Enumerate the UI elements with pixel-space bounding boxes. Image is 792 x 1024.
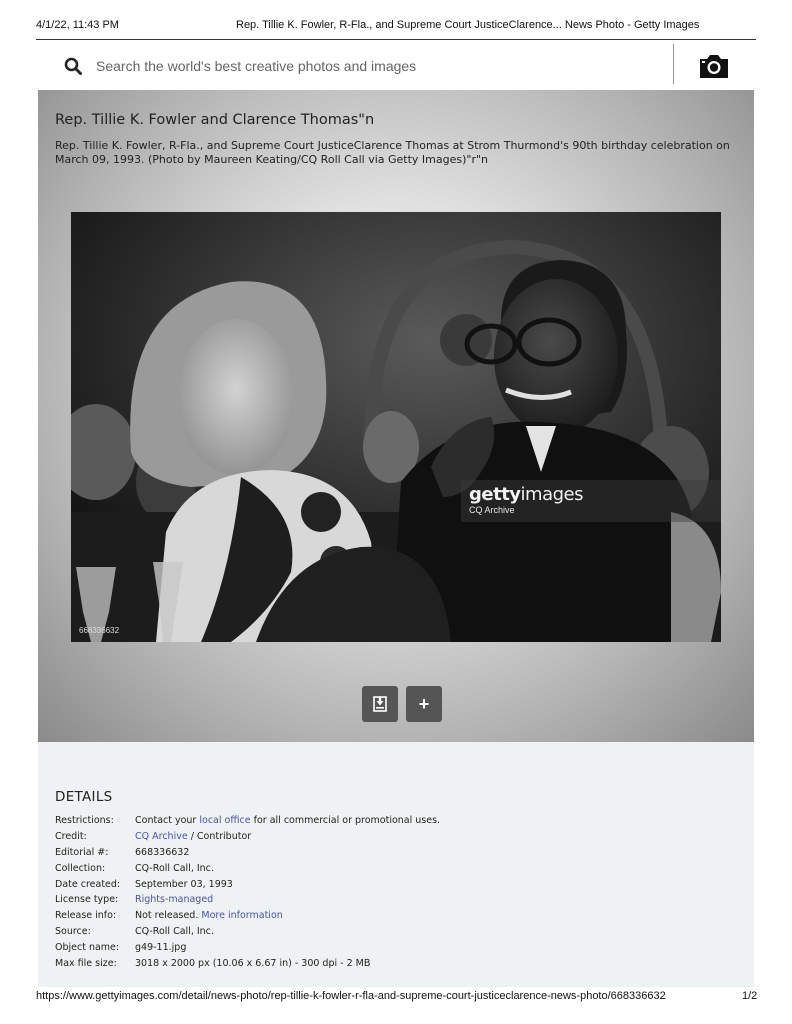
news-photo[interactable] (71, 212, 721, 642)
detail-label: Editorial #: (55, 846, 109, 858)
getty-logo: gettyimages (469, 484, 583, 505)
watermark-collection: CQ Archive (469, 505, 515, 515)
details-heading: DETAILS (55, 789, 113, 805)
print-header (0, 0, 792, 40)
print-page-number: 1/2 (742, 990, 758, 1002)
detail-value: Not released. More information (135, 910, 283, 922)
photo-title: Rep. Tillie K. Fowler and Clarence Thomas"n (55, 112, 375, 128)
print-header-rule (36, 39, 756, 40)
detail-label: Date created: (55, 878, 121, 890)
details-section (38, 742, 754, 987)
download-button[interactable] (362, 686, 398, 722)
rights-managed-link[interactable]: Rights-managed (135, 894, 214, 906)
detail-value: September 03, 1993 (135, 878, 233, 890)
local-office-link[interactable]: local office (199, 815, 251, 826)
detail-value: 668336632 (135, 846, 190, 858)
cq-archive-link[interactable]: CQ Archive (135, 830, 188, 842)
print-url: https://www.gettyimages.com/detail/news-photo/rep-tillie-k-fowler-r-fla-and-supreme-court-justiceclarence-news-photo/668336632 (36, 990, 666, 1002)
detail-label: License type: (55, 894, 119, 906)
detail-label: Source: (55, 926, 91, 938)
detail-label: Release info: (55, 910, 117, 922)
detail-label: Restrictions: (55, 815, 114, 826)
detail-label: Collection: (55, 862, 106, 874)
detail-value: Contact your local office for all commercial or promotional uses. (135, 815, 441, 826)
more-information-link[interactable]: More information (201, 910, 283, 922)
image-id-overlay: 668336632 (79, 626, 120, 635)
search-divider (673, 44, 674, 84)
print-datetime: 4/1/22, 11:43 PM (36, 19, 119, 31)
detail-value: CQ Archive / Contributor (135, 830, 252, 842)
hero-section (38, 90, 754, 742)
photo-image (71, 212, 721, 642)
detail-value: CQ-Roll Call, Inc. (135, 862, 214, 874)
detail-value (135, 894, 213, 905)
detail-label: Credit: (55, 830, 87, 842)
detail-value: 3018 x 2000 px (10.06 x 6.67 in) - 300 dpi - 2 MB (135, 958, 371, 970)
add-to-board-button[interactable] (406, 686, 442, 722)
download-icon (362, 709, 398, 726)
photo-caption: Rep. Tillie K. Fowler, R-Fla., and Supreme Court JusticeClarence Thomas at Strom Thurmond's 90th birthday celebration on March 09, 1993. (Photo by Maureen Keating/CQ Roll Call via Getty Images)"r"n (55, 139, 730, 166)
search-bar (38, 42, 754, 90)
detail-label: Max file size: (55, 958, 117, 970)
getty-watermark (461, 480, 721, 522)
detail-value: g49-11.jpg (135, 942, 187, 954)
search-icon[interactable] (64, 57, 82, 75)
camera-icon[interactable] (698, 52, 730, 80)
search-input[interactable] (96, 54, 656, 78)
detail-label: Object name: (55, 942, 120, 954)
print-page-title: Rep. Tillie K. Fowler, R-Fla., and Supreme Court JusticeClarence... News Photo - Getty Images (236, 19, 700, 31)
detail-value: CQ-Roll Call, Inc. (135, 926, 214, 938)
plus-icon: + (418, 694, 430, 714)
